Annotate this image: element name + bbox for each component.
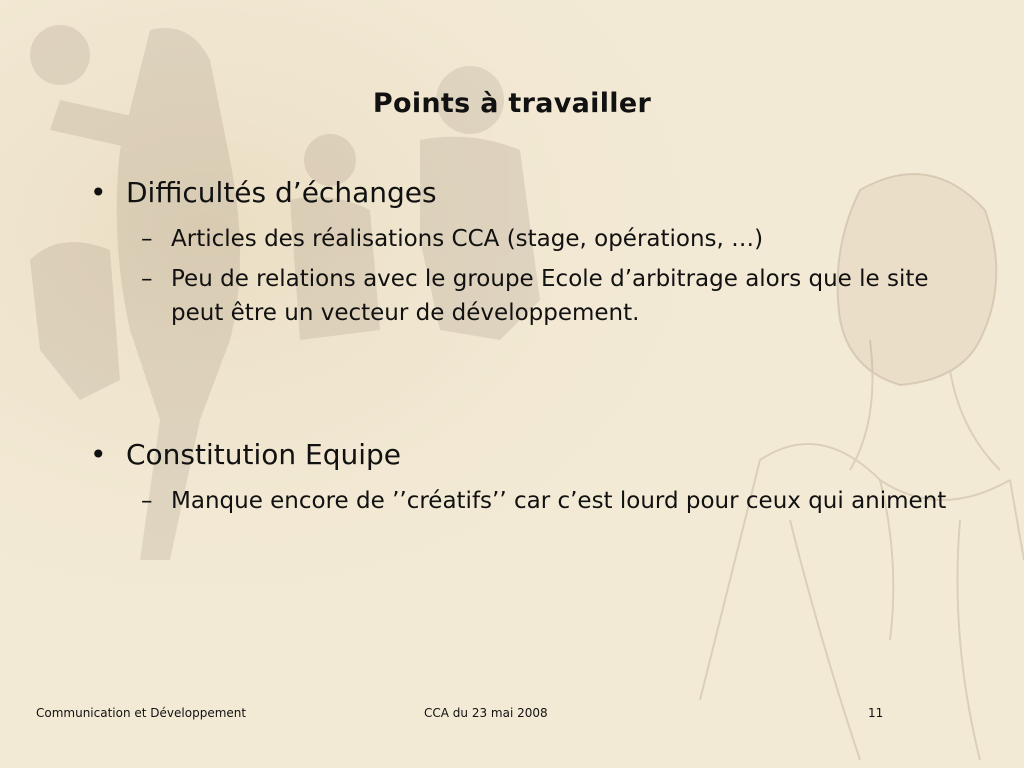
sub-bullet-articles [141,222,891,256]
slide-title: Points à travailler [372,88,652,119]
bullet-dot: • [90,176,107,209]
sub-bullet-dash: – [141,226,153,252]
bullet-difficultes [90,176,437,209]
bullet-constitution [90,438,402,471]
footer-center: CCA du 23 mai 2008 [424,706,548,720]
sub-bullet-text: Peu de relations avec le groupe Ecole d’arbitrage alors que le site peut être un vecteur de développement. [171,266,929,326]
sub-bullet-dash: – [141,488,153,514]
page-number: 11 [868,706,884,720]
sub-bullet-creatifs [141,484,961,518]
sub-bullet-text: Manque encore de ’’créatifs’’ car c’est lourd pour ceux qui animent [171,488,947,514]
sub-bullet-dash: – [141,266,153,292]
sub-bullet-relations [141,262,941,330]
footer-left: Communication et Développement [36,706,247,720]
sub-bullet-text: Articles des réalisations CCA (stage, opérations, …) [171,226,764,252]
bullet-heading: Constitution Equipe [126,438,402,471]
bullet-heading: Difficultés d’échanges [126,176,437,209]
bullet-dot: • [90,438,107,471]
